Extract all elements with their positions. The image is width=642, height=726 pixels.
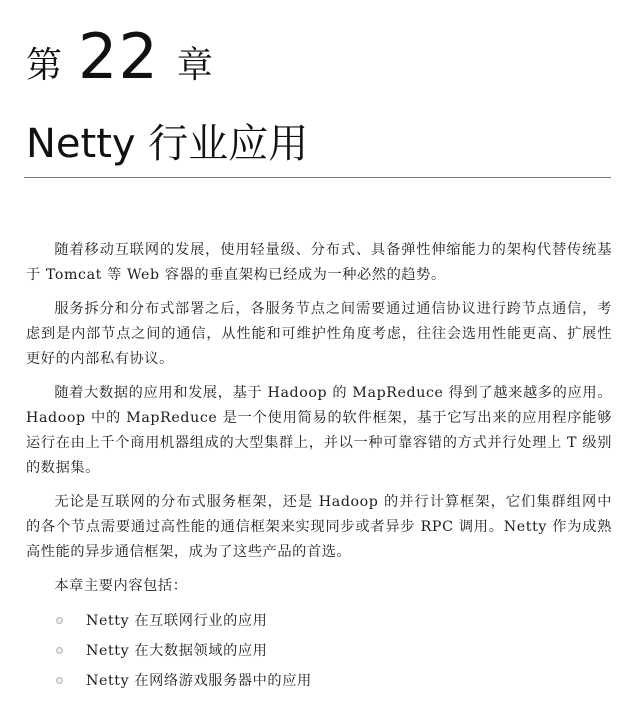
- chapter-number: 22: [78, 20, 159, 93]
- paragraph: 随着大数据的应用和发展，基于 Hadoop 的 MapReduce 得到了越来越多的应用。Hadoop 中的 MapReduce 是一个使用简易的软件框架，基于它写出来的应用程序能够运行在由上千个商用机器组成的大型集群上，并以一种可靠容错的方式并行处理上 T 级别的数据集。: [26, 385, 612, 476]
- list-item-text: Netty 在网络游戏服务器中的应用: [86, 673, 312, 689]
- hollow-circle-bullet-icon: [56, 617, 63, 624]
- list-item-text: Netty 在大数据领域的应用: [86, 643, 268, 659]
- chapter-title: Netty 行业应用: [26, 121, 309, 167]
- paragraph: 服务拆分和分布式部署之后，各服务节点之间需要通过通信协议进行跨节点通信，考虑到是内部节点之间的通信，从性能和可维护性角度考虑，往往会选用性能更高、扩展性更好的内部私有协议。: [26, 301, 612, 367]
- list-item: [26, 605, 612, 635]
- chapter-suffix: 章: [176, 45, 213, 86]
- list-item: [26, 665, 612, 695]
- paragraph: 无论是互联网的分布式服务框架，还是 Hadoop 的并行计算框架，它们集群组网中的各个节点需要通过高性能的通信框架来实现同步或者异步 RPC 调用。Netty 作为成熟高性能的异步通信框架，成为了这些产品的首选。: [26, 494, 612, 560]
- chapter-body: [26, 238, 612, 695]
- chapter-prefix: 第: [26, 45, 63, 86]
- title-divider: [24, 177, 611, 178]
- contents-list: [26, 605, 612, 695]
- contents-intro: 本章主要内容包括：: [54, 578, 188, 594]
- list-item: [26, 635, 612, 665]
- hollow-circle-bullet-icon: [56, 647, 63, 654]
- paragraph: 随着移动互联网的发展，使用轻量级、分布式、具备弹性伸缩能力的架构代替传统基于 Tomcat 等 Web 容器的垂直架构已经成为一种必然的趋势。: [26, 242, 612, 283]
- hollow-circle-bullet-icon: [56, 677, 63, 684]
- chapter-number-heading: [26, 18, 213, 93]
- list-item-text: Netty 在互联网行业的应用: [86, 613, 268, 629]
